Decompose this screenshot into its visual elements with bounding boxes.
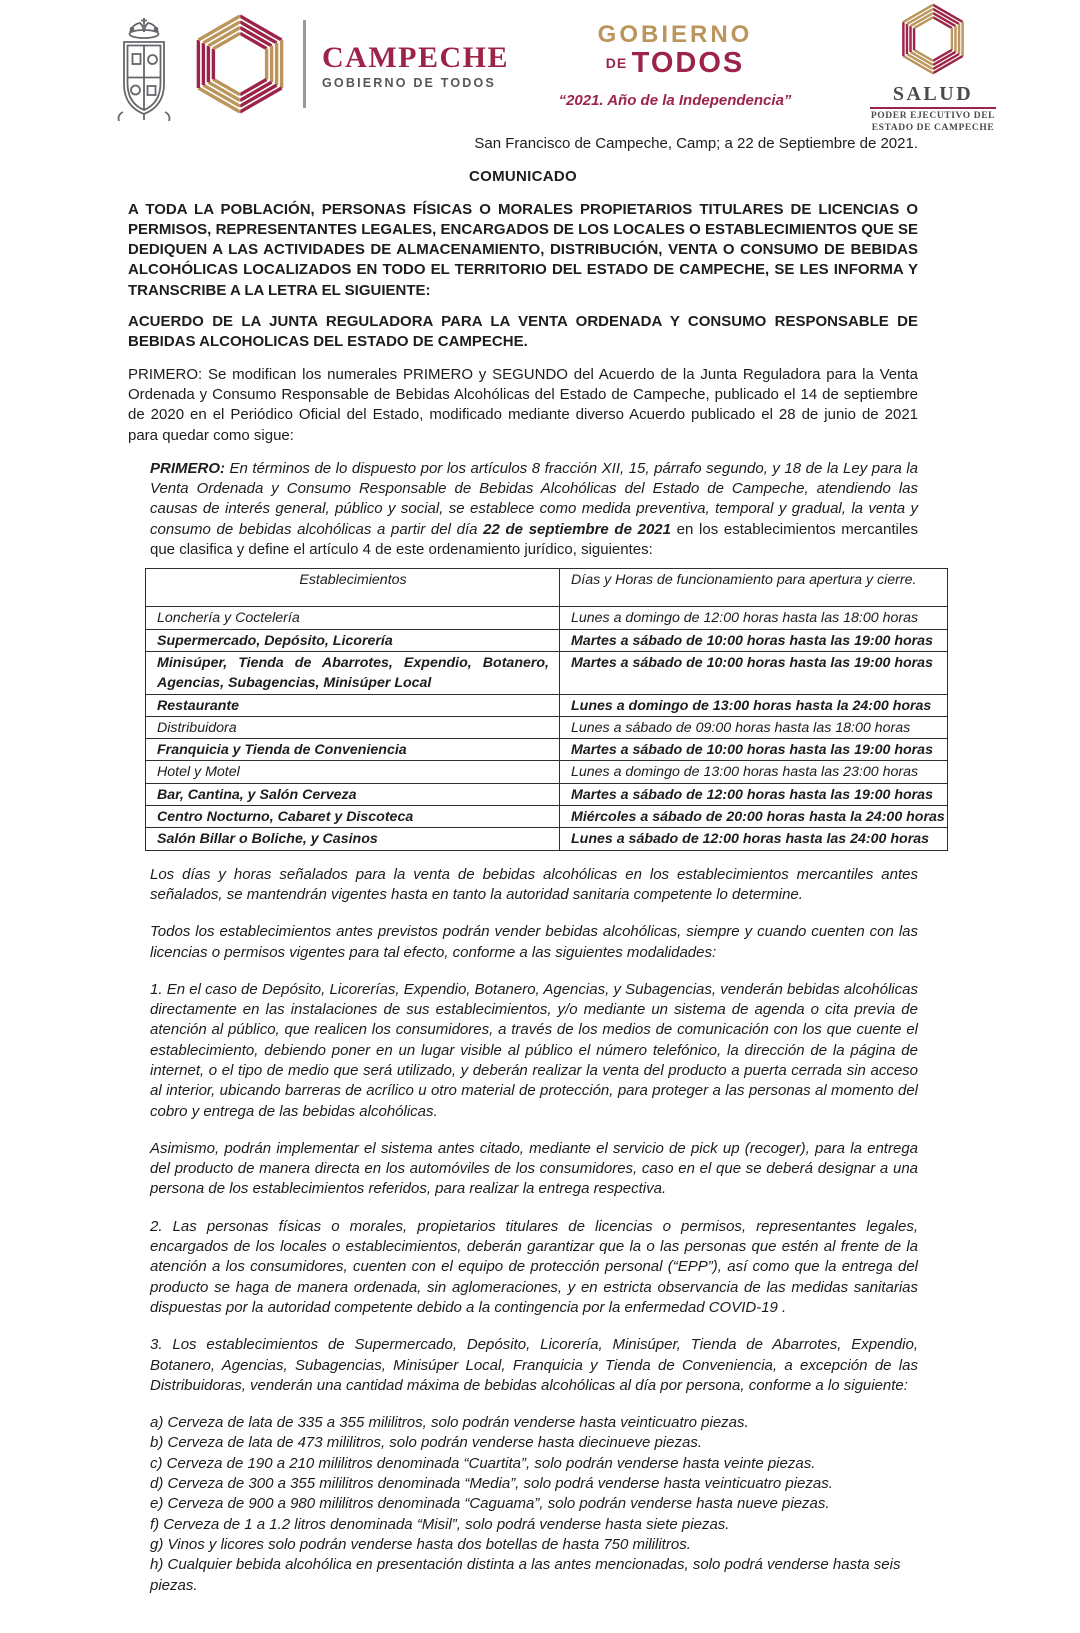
table-row bbox=[146, 761, 948, 783]
salud-logo bbox=[858, 2, 1008, 134]
list-item: c) Cerveza de 190 a 210 mililitros denominada “Cuartita”, solo podrán venderse hasta veinte piezas. bbox=[150, 1454, 816, 1472]
table-row bbox=[146, 828, 948, 850]
gobierno-logo-line2 bbox=[560, 48, 790, 83]
table-row bbox=[146, 716, 948, 738]
establecimiento-cell: Restaurante bbox=[146, 694, 560, 716]
gobierno-logo-line1: GOBIERNO bbox=[597, 21, 753, 48]
list-item: b) Cerveza de lata de 473 mililitros, solo podrán venderse hasta diecinueve piezas. bbox=[150, 1434, 702, 1452]
primero-clause-date: 22 de septiembre de 2021 bbox=[483, 520, 671, 538]
primero-clause-tail: en los establecimientos mercantiles que clasifica y define el artículo 4 de este ordenamiento jurídico, siguientes: bbox=[150, 520, 918, 559]
horario-cell: Martes a sábado de 12:00 horas hasta las 19:00 horas bbox=[560, 783, 948, 805]
establecimientos-header-cell: Establecimientos bbox=[146, 569, 560, 607]
primero-clause-label: PRIMERO: bbox=[150, 459, 230, 477]
year-slogan: “2021. Año de la Independencia” bbox=[558, 92, 792, 109]
header-divider bbox=[303, 20, 306, 108]
schedule-table-head bbox=[146, 569, 948, 607]
establecimiento-cell: Centro Nocturno, Cabaret y Discoteca bbox=[146, 806, 560, 828]
horario-cell: Martes a sábado de 10:00 horas hasta las 19:00 horas bbox=[560, 739, 948, 761]
table-row bbox=[146, 739, 948, 761]
asimismo-paragraph: Asimismo, podrán implementar el sistema antes citado, mediante el servicio de pick up (recoger), para la entrega del producto de manera directa en los automóviles de los consumidores, caso en el que se deberá designar a una persona de los establecimientos referidos, para realizar la entrega respectiva. bbox=[150, 1139, 918, 1198]
table-row bbox=[146, 806, 948, 828]
numeral-2-paragraph: 2. Las personas físicas o morales, propietarios titulares de licencias o permisos, representantes legales, encargados de los locales o establecimientos, deberán garantizar que la o las personas que estén al frente de la atención a los consumidores, cuenten con el equipo de protección personal (“EPP”), así como que la entrega del producto se haga de manera ordenada, sin aglomeraciones, y en estricta observancia de las medidas sanitarias dispuestas por la autoridad competente debido a la contingencia por la enfermedad COVID-19 . bbox=[150, 1217, 918, 1316]
establecimiento-cell: Bar, Cantina, y Salón Cerveza bbox=[146, 783, 560, 805]
horarios-header-cell: Días y Horas de funcionamiento para apertura y cierre. bbox=[560, 569, 948, 607]
horario-cell: Martes a sábado de 10:00 horas hasta las 19:00 horas bbox=[560, 629, 948, 651]
gobierno-de-todos-logo bbox=[560, 22, 790, 83]
document-title: COMUNICADO bbox=[469, 168, 577, 186]
list-item: a) Cerveza de lata de 335 a 355 mililitros, solo podrán venderse hasta veinticuatro piezas. bbox=[150, 1414, 749, 1432]
primero-clause-body: En términos de lo dispuesto por los artículos 8 fracción XII, 15, párrafo segundo, y 18 de la Ley para la Venta Ordenada y Consumo Responsable de Bebidas Alcohólicas del Estado de Campeche, atendiendo las causas de interés general, público y social, se establece como medida preventiva, temporal y gradual, la venta y consumo de bebidas alcohólicas a partir del día bbox=[150, 459, 918, 538]
horario-cell: Lunes a domingo de 13:00 horas hasta la 24:00 horas bbox=[560, 694, 948, 716]
limits-list bbox=[150, 1413, 918, 1596]
table-header-row bbox=[146, 569, 948, 607]
list-item: d) Cerveza de 300 a 355 mililitros denominada “Media”, solo podrá venderse hasta veinticuatro piezas. bbox=[150, 1475, 833, 1493]
horario-cell: Lunes a sábado de 12:00 horas hasta las 24:00 horas bbox=[560, 828, 948, 850]
establecimiento-cell: Distribuidora bbox=[146, 716, 560, 738]
gobierno-logo-todos: TODOS bbox=[631, 47, 745, 79]
numeral-3-paragraph: 3. Los establecimientos de Supermercado, Depósito, Licorería, Minisúper, Tienda de Abarrotes, Expendio, Botanero, Agencias, Subagencias, Minisúper Local, Franquicia y Tienda de Conveniencia, a excepción de las Distribuidoras, venderán una cantidad máxima de bebidas alcohólicas al día por persona, conforme a lo siguiente: bbox=[150, 1336, 918, 1394]
primero-clause-paragraph bbox=[150, 459, 918, 560]
establecimiento-cell: Lonchería y Coctelería bbox=[146, 607, 560, 629]
establecimiento-cell: Minisúper, Tienda de Abarrotes, Expendio, Botanero, Agencias, Subagencias, Minisúper Local bbox=[146, 651, 560, 694]
campeche-wordmark bbox=[322, 41, 509, 90]
vigencia-paragraph: Los días y horas señalados para la venta de bebidas alcohólicas en los establecimientos mercantiles antes señalados, se mantendrán vigentes hasta en tanto la autoridad sanitaria competente lo determine. bbox=[150, 865, 918, 903]
intro-paragraph: A TODA LA POBLACIÓN, PERSONAS FÍSICAS O MORALES PROPIETARIOS TITULARES DE LICENCIAS O PERMISOS, REPRESENTANTES LEGALES, ENCARGADOS DE LOS LOCALES O ESTABLECIMIENTOS QUE SE DEDIQUEN A LAS ACTIVIDADES DE ALMACENAMIENTO, DISTRIBUCIÓN, VENTA O CONSUMO DE BEBIDAS ALCOHÓLICAS LOCALIZADOS EN TODO EL TERRITORIO DEL ESTADO DE CAMPECHE, SE LES INFORMA Y TRANSCRIBE A LA LETRA EL SIGUIENTE: bbox=[128, 200, 918, 299]
horario-cell: Lunes a sábado de 09:00 horas hasta las 18:00 horas bbox=[560, 716, 948, 738]
list-item: f) Cerveza de 1 a 1.2 litros denominada “Misil”, solo podrá venderse hasta siete piezas. bbox=[150, 1515, 730, 1533]
horario-cell: Miércoles a sábado de 20:00 horas hasta la 24:00 horas bbox=[560, 806, 948, 828]
list-item: g) Vinos y licores solo podrán venderse hasta dos botellas de hasta 750 mililitros. bbox=[150, 1535, 691, 1553]
acuerdo-title-paragraph: ACUERDO DE LA JUNTA REGULADORA PARA LA VENTA ORDENADA Y CONSUMO RESPONSABLE DE BEBIDAS ALCOHOLICAS DEL ESTADO DE CAMPECHE. bbox=[128, 313, 918, 351]
numeral-1-paragraph: 1. En el caso de Depósito, Licorerías, Expendio, Botanero, Agencias, y Subagencias, venderán bebidas alcohólicas directamente en las instalaciones de sus establecimientos, y/o mediante un sistema de agenda o cita previa de atención al público, que realicen los consumidores, a través de los medios de comunicación con los que cuente el establecimiento, debiendo poner en un lugar visible al público el número telefónico, la dirección de la página de internet, o el tipo de medio que será utilizado, y deberán realizar la venta del producto a puerta cerrada sin acceso al interior, ubicando barreras de acrílico u otro material de protección, para proteger a las personas al momento del cobro y entrega de las bebidas alcohólicas. bbox=[150, 980, 918, 1120]
salud-logo-rule bbox=[870, 107, 996, 109]
schedule-table bbox=[145, 568, 948, 850]
horario-cell: Lunes a domingo de 13:00 horas hasta las 23:00 horas bbox=[560, 761, 948, 783]
establecimiento-cell: Salón Billar o Boliche, y Casinos bbox=[146, 828, 560, 850]
primero-intro-paragraph: PRIMERO: Se modifican los numerales PRIMERO y SEGUNDO del Acuerdo de la Junta Reguladora para la Venta Ordenada y Consumo Responsable de Bebidas Alcohólicas del Estado de Campeche, publicado el 14 de septiembre de 2020 en el Periódico Oficial del Estado, modificado mediante diverso Acuerdo publicado el 28 de junio de 2021 para quedar como sigue: bbox=[128, 365, 918, 444]
gobierno-logo-de: DE bbox=[605, 55, 628, 71]
horario-cell: Lunes a domingo de 12:00 horas hasta las 18:00 horas bbox=[560, 607, 948, 629]
campeche-coat-of-arms-icon bbox=[115, 16, 173, 129]
campeche-wordmark-title: CAMPECHE bbox=[322, 41, 509, 74]
list-item: h) Cualquier bebida alcohólica en presentación distinta a las antes mencionadas, solo podrá venderse hasta seis piezas. bbox=[150, 1556, 901, 1594]
table-row bbox=[146, 651, 948, 694]
establecimiento-cell: Supermercado, Depósito, Licorería bbox=[146, 629, 560, 651]
document-body bbox=[128, 134, 945, 1596]
salud-logo-subtitle2: ESTADO DE CAMPECHE bbox=[871, 122, 995, 133]
modalidades-paragraph: Todos los establecimientos antes previstos podrán vender bebidas alcohólicas, siempre y cuando cuenten con las licencias o permisos vigentes para tal efecto, conforme a las siguientes modalidades: bbox=[150, 923, 918, 961]
table-row bbox=[146, 694, 948, 716]
salud-logo-subtitle1: PODER EJECUTIVO DEL bbox=[870, 111, 996, 121]
establecimiento-cell: Hotel y Motel bbox=[146, 761, 560, 783]
list-item: e) Cerveza de 900 a 980 mililitros denominada “Caguama”, solo podrán venderse hasta nueve piezas. bbox=[150, 1495, 830, 1513]
date-line: San Francisco de Campeche, Camp; a 22 de Septiembre de 2021. bbox=[474, 135, 918, 152]
establecimiento-cell: Franquicia y Tienda de Conveniencia bbox=[146, 739, 560, 761]
table-row bbox=[146, 607, 948, 629]
horario-cell: Martes a sábado de 10:00 horas hasta las 19:00 horas bbox=[560, 651, 948, 694]
table-row bbox=[146, 629, 948, 651]
letterhead bbox=[0, 0, 1080, 133]
salud-logo-title: SALUD bbox=[892, 83, 974, 105]
table-row bbox=[146, 783, 948, 805]
campeche-wordmark-subtitle: GOBIERNO DE TODOS bbox=[322, 76, 496, 90]
campeche-hexagon-logo-icon bbox=[190, 12, 290, 121]
schedule-table-body bbox=[146, 607, 948, 850]
salud-hexagon-logo-icon bbox=[897, 2, 969, 76]
